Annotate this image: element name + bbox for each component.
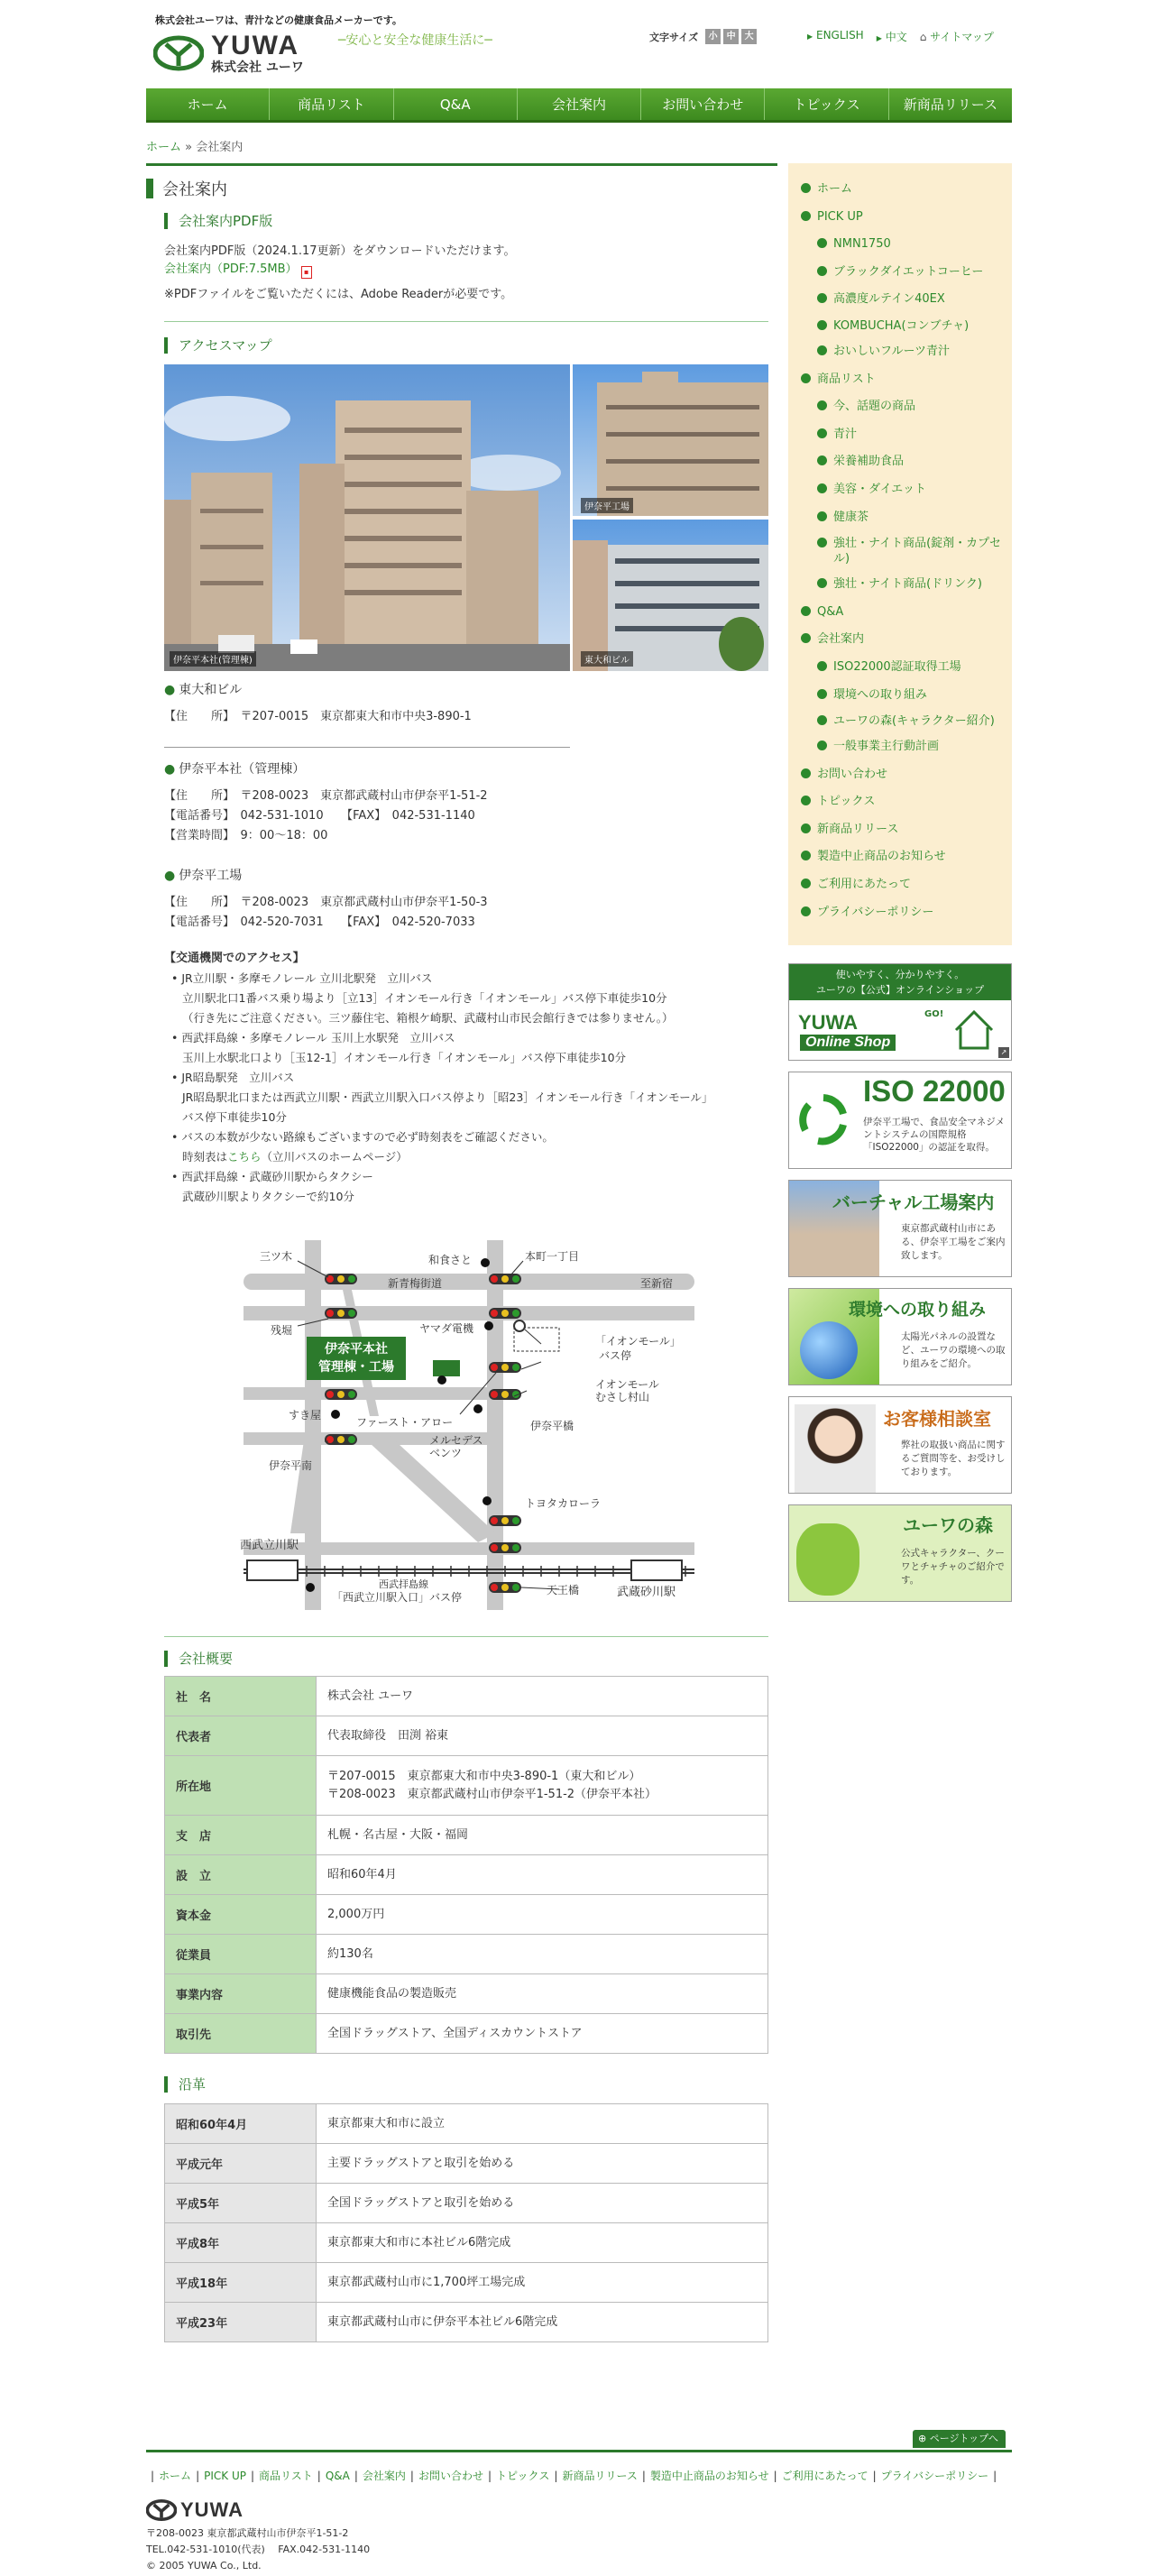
- sidebar-item[interactable]: ISO22000認証取得工場: [801, 654, 1012, 682]
- map-label: 西武拝島線: [379, 1578, 428, 1590]
- font-size-medium-button[interactable]: 中: [723, 29, 739, 44]
- table-row: 代表者 代表取締役 田渕 裕東: [165, 1716, 768, 1756]
- history-section-heading: 沿革: [164, 2076, 206, 2093]
- map-label: 「西武立川駅入口」バス停: [332, 1591, 463, 1604]
- site-address: 【住 所】 〒208-0023 東京都武蔵村山市伊奈平1-50-3: [164, 896, 488, 909]
- footer-separator: |: [250, 2470, 255, 2482]
- pdf-section-heading: 会社案内PDF版: [164, 213, 272, 229]
- sidebar-item[interactable]: 栄養補助食品: [801, 448, 1012, 476]
- support-title: お客様相談室: [883, 1408, 991, 1430]
- footer-link[interactable]: ホーム: [159, 2470, 192, 2482]
- breadcrumb: [146, 137, 243, 154]
- pdf-description: 会社案内PDF版（2024.1.17更新）をダウンロードいただけます。: [164, 244, 516, 258]
- external-link-icon: ↗: [998, 1047, 1009, 1058]
- global-nav: [146, 88, 1012, 123]
- transit-item: • 西武拝島線・多摩モノレール 玉川上水駅発 立川バス: [171, 1031, 455, 1044]
- sidebar-item[interactable]: KOMBUCHA(コンブチャ): [801, 314, 1012, 338]
- footer-separator: |: [487, 2470, 492, 2482]
- footer-address: 〒208-0023 東京都武蔵村山市伊奈平1-51-2: [146, 2527, 349, 2539]
- buildings-illustration: [164, 364, 768, 671]
- sidebar-item[interactable]: トピックス: [801, 788, 1012, 816]
- pdf-icon: ▪: [301, 266, 312, 279]
- table-row: 平成18年 東京都武蔵村山市に1,700坪工場完成: [165, 2263, 768, 2303]
- logo-text-en: YUWA: [211, 31, 299, 60]
- iso22000-banner[interactable]: [788, 1072, 1012, 1169]
- transit-list: [171, 969, 767, 1207]
- table-row: 平成8年 東京都東大和市に本社ビル6階完成: [165, 2223, 768, 2263]
- site-name-higashiyamato: ● 東大和ビル: [164, 680, 242, 698]
- map-label: ヤマダ電機: [419, 1322, 474, 1335]
- map-label: メルセデス ベンツ: [429, 1434, 483, 1459]
- table-row: 支 店 札幌・名古屋・大阪・福岡: [165, 1816, 768, 1855]
- map-label: ファースト・アロー: [356, 1416, 454, 1429]
- map-label: 「イオンモール」: [595, 1335, 681, 1348]
- sidebar-item[interactable]: お問い合わせ: [801, 761, 1012, 789]
- sidebar-item[interactable]: ユーワの森(キャラクター紹介): [801, 709, 1012, 733]
- access-map-drawing: [234, 1236, 703, 1610]
- online-shop-banner[interactable]: 使いやすく、分かりやすく。 ユーワの【公式】オンラインショップ YUWA Online Shop GO! ↗: [788, 963, 1012, 1061]
- shop-go: GO!: [924, 1009, 944, 1019]
- nav-company[interactable]: 会社案内: [518, 88, 641, 120]
- map-label: 伊奈平橋: [530, 1420, 574, 1432]
- transit-detail: 玉川上水駅北口より［玉12-1］イオンモール行き「イオンモール」バス停下車徒歩10分: [182, 1051, 627, 1064]
- footer-separator: |: [354, 2470, 358, 2482]
- map-label: 三ツ木: [260, 1250, 293, 1263]
- site-logo[interactable]: [153, 31, 304, 76]
- breadcrumb-current: 会社案内: [196, 141, 244, 154]
- environment-banner[interactable]: [788, 1288, 1012, 1385]
- sidebar-item[interactable]: 一般事業主行動計画: [801, 733, 1012, 761]
- footer-link[interactable]: 製造中止商品のお知らせ: [649, 2470, 769, 2482]
- transit-detail: バス停下車徒歩10分: [182, 1110, 287, 1124]
- map-label: 至新宿: [640, 1277, 674, 1290]
- timetable-link[interactable]: こちら: [227, 1150, 262, 1164]
- support-text: 弊社の取扱い商品に関するご質問等を、お受けしております。: [901, 1440, 1006, 1477]
- footer-link[interactable]: トピックス: [496, 2470, 550, 2482]
- site-hours: 【営業時間】 9：00～18：00: [164, 829, 328, 842]
- map-label: トヨタカローラ: [525, 1497, 602, 1510]
- sitemap-link[interactable]: ⌂ サイトマップ: [919, 31, 994, 43]
- table-row: 設 立 昭和60年4月: [165, 1855, 768, 1895]
- font-size-label: 文字サイズ: [649, 31, 699, 43]
- company-buildings-photo: [164, 364, 768, 671]
- footer-separator: |: [773, 2470, 777, 2482]
- map-label: 本町一丁目: [525, 1250, 580, 1263]
- footer-link[interactable]: 会社案内: [362, 2470, 406, 2482]
- sidebar-item[interactable]: NMN1750: [801, 231, 1012, 259]
- map-label: 新青梅街道: [388, 1277, 443, 1290]
- font-size-switcher: [649, 29, 757, 44]
- photo-label-higashiyamato: 東大和ビル: [581, 651, 633, 667]
- sidebar-item[interactable]: 美容・ダイエット: [801, 476, 1012, 504]
- footer-separator: |: [409, 2470, 414, 2482]
- footer-separator: |: [554, 2470, 558, 2482]
- map-label: 伊奈平南: [269, 1459, 313, 1472]
- transit-detail: （行き先にご注意ください。三ツ藤住宅、箱根ケ崎駅、武蔵村山市民会館行きでは参りません。）: [182, 1011, 674, 1025]
- breadcrumb-home-link[interactable]: ホーム: [146, 141, 182, 154]
- site-phone: 【電話番号】 042-531-1010 【FAX】 042-531-1140: [164, 809, 475, 823]
- map-label: イオンモール むさし村山: [595, 1378, 659, 1403]
- yuwa-logo-mark-icon: [153, 35, 204, 71]
- transit-detail: 武蔵砂川駅よりタクシーで約10分: [182, 1190, 354, 1203]
- triangle-icon: ▶: [876, 34, 882, 42]
- table-row: 事業内容 健康機能食品の製造販売: [165, 1974, 768, 2014]
- company-overview-table: [164, 1676, 768, 2054]
- footer-link[interactable]: PICK UP: [204, 2470, 246, 2482]
- transit-item: • バスの本数が少ない路線もございますので必ず時刻表をご確認ください。: [171, 1130, 554, 1144]
- footer-link[interactable]: 商品リスト: [259, 2470, 313, 2482]
- footer-separator: |: [196, 2470, 200, 2482]
- sidebar-item[interactable]: 環境への取り組み: [801, 682, 1012, 710]
- shop-sub: Online Shop: [800, 1035, 896, 1051]
- environment-title: 環境への取り組み: [849, 1300, 987, 1320]
- map-label: 和食さと: [428, 1254, 473, 1266]
- photo-label-factory: 伊奈平工場: [581, 498, 633, 513]
- footer-link[interactable]: プライバシーポリシー: [880, 2470, 989, 2482]
- footer-separator: |: [993, 2470, 997, 2482]
- house-icon: [951, 1007, 997, 1053]
- sidebar-item[interactable]: 高濃度ルテイン40EX: [801, 286, 1012, 314]
- map-label: 残堀: [271, 1324, 293, 1337]
- font-size-large-button[interactable]: 大: [741, 29, 757, 44]
- footer-link[interactable]: 新商品リリース: [562, 2470, 638, 2482]
- nav-qa[interactable]: Q&A: [394, 88, 518, 120]
- mascot-icon: [796, 1523, 859, 1596]
- table-row: 昭和60年4月 東京都東大和市に設立: [165, 2104, 768, 2144]
- globe-icon: [800, 1321, 858, 1379]
- table-row: 資本金 2,000万円: [165, 1895, 768, 1935]
- page-top-button[interactable]: ⊕ ページトップへ: [913, 2430, 1006, 2448]
- access-map: [234, 1236, 703, 1610]
- map-label: すき屋: [289, 1409, 322, 1421]
- nav-topics[interactable]: トピックス: [765, 88, 888, 120]
- footer-separator: |: [872, 2470, 877, 2482]
- map-label: バス停: [599, 1349, 632, 1362]
- table-row: 所在地 〒207-0015 東京都東大和市中央3-890-1（東大和ビル） 〒208-0023 東京都武蔵村山市伊奈平1-51-2（伊奈平本社）: [165, 1756, 768, 1816]
- table-row: 取引先 全国ドラッグストア、全国ディスカウントストア: [165, 2014, 768, 2054]
- company-history-table: [164, 2103, 768, 2342]
- divider: [164, 321, 768, 322]
- language-links: [807, 29, 994, 44]
- divider: [164, 1636, 768, 1637]
- table-row: 従業員 約130名: [165, 1935, 768, 1974]
- page-title: 会社案内: [146, 163, 777, 203]
- site-name-inadaira-factory: ● 伊奈平工場: [164, 866, 242, 884]
- nav-home[interactable]: ホーム: [146, 88, 270, 120]
- access-section-heading: アクセスマップ: [164, 337, 272, 354]
- transit-item: • JR昭島駅発 立川バス: [171, 1071, 295, 1084]
- sidebar-item[interactable]: ご利用にあたって: [801, 871, 1012, 899]
- recycle-arrows-icon: [796, 1092, 850, 1146]
- footer-nav: [146, 2468, 1001, 2483]
- sidebar-item[interactable]: 会社案内: [801, 626, 1012, 654]
- sidebar-nav: [788, 163, 1012, 945]
- transit-detail: JR昭島駅北口または西武立川駅・西武立川駅入口バス停より［昭23］イオンモール行き「イオンモール」: [182, 1090, 713, 1104]
- forest-text: 公式キャラクター、クーワとチャチャのご紹介です。: [901, 1548, 1005, 1586]
- sidebar-item[interactable]: 健康茶: [801, 504, 1012, 532]
- transit-item: • 西武拝島線・武蔵砂川駅からタクシー: [171, 1170, 373, 1183]
- map-hq-label: 伊奈平本社 管理棟・工場: [307, 1337, 406, 1380]
- site-tagline: 株式会社ユーワは、青汁などの健康食品メーカーです。: [155, 14, 402, 26]
- nav-new-release[interactable]: 新商品リリース: [903, 97, 997, 113]
- logo-text-jp: 株式会社 ユーワ: [211, 60, 304, 75]
- font-size-small-button[interactable]: 小: [705, 29, 721, 44]
- transit-heading: 【交通機関でのアクセス】: [164, 952, 305, 965]
- footer-separator: |: [151, 2470, 155, 2482]
- iso-title: ISO 22000: [863, 1074, 1006, 1108]
- map-label: 天王橋: [547, 1584, 580, 1596]
- sidebar-item[interactable]: おいしいフルーツ青汁: [801, 338, 1012, 366]
- sidebar-item[interactable]: PICK UP: [801, 204, 1012, 232]
- transit-detail: 立川駅北口1番バス乗り場より［立13］イオンモール行き「イオンモール」バス停下車徒歩10分: [182, 991, 667, 1005]
- factory-text: 東京都武蔵村山市にある、伊奈平工場をご案内致します。: [901, 1223, 1006, 1261]
- site-slogan: ─安心と安全な健康生活に─: [338, 33, 492, 48]
- sidebar-item[interactable]: 新商品リリース: [801, 816, 1012, 844]
- photo-label-hq: 伊奈平本社(管理棟): [170, 651, 256, 667]
- arrow-up-icon: ⊕: [918, 2433, 927, 2444]
- transit-item: • JR立川駅・多摩モノレール 立川北駅発 立川バス: [171, 971, 433, 985]
- footer-separator: |: [317, 2470, 321, 2482]
- table-row: 平成5年 全国ドラッグストアと取引を始める: [165, 2184, 768, 2223]
- forest-title: ユーワの森: [903, 1514, 993, 1536]
- footer-copyright: © 2005 YUWA Co., Ltd.: [146, 2560, 262, 2571]
- environment-text: 太陽光パネルの設置など、ユーワの環境への取り組みをご紹介。: [901, 1331, 1006, 1369]
- sidebar-item[interactable]: 強壮・ナイト商品(錠剤・カプセル): [801, 531, 1012, 571]
- footer-address-block: [146, 2525, 370, 2574]
- footer-logo[interactable]: YUWA: [146, 2498, 244, 2522]
- table-row: 平成元年 主要ドラッグストアと取引を始める: [165, 2144, 768, 2184]
- operator-photo: [795, 1404, 876, 1494]
- breadcrumb-separator: »: [185, 141, 193, 154]
- timetable-line: 時刻表はこちら（立川バスのホームページ）: [182, 1150, 408, 1164]
- yuwa-logo-mark-icon: [146, 2499, 177, 2521]
- site-phone: 【電話番号】 042-520-7031 【FAX】 042-520-7033: [164, 915, 475, 929]
- customer-support-banner[interactable]: [788, 1396, 1012, 1494]
- virtual-factory-banner[interactable]: [788, 1180, 1012, 1277]
- sitemap-icon: ⌂: [919, 31, 927, 43]
- table-row: 社 名 株式会社 ユーワ: [165, 1677, 768, 1716]
- footer-link[interactable]: Q&A: [325, 2470, 350, 2482]
- table-row: 平成23年 東京都武蔵村山市に伊奈平本社ビル6階完成: [165, 2303, 768, 2342]
- footer-separator: |: [641, 2470, 646, 2482]
- map-label: 武蔵砂川駅: [617, 1586, 676, 1599]
- sidebar-item[interactable]: プライバシーポリシー: [801, 899, 1012, 927]
- site-name-inadaira-hq: ● 伊奈平本社（管理棟）: [164, 759, 305, 777]
- sidebar-item[interactable]: 今、話題の商品: [801, 393, 1012, 421]
- iso-text: 伊奈平工場で、食品安全マネジメントシステムの国際規格「ISO22000」の認証を取得。: [863, 1117, 1005, 1153]
- nav-contact[interactable]: お問い合わせ: [641, 88, 765, 120]
- site-address: 【住 所】 〒207-0015 東京都東大和市中央3-890-1: [164, 710, 472, 723]
- sidebar-item[interactable]: 強壮・ナイト商品(ドリンク): [801, 571, 1012, 599]
- chinese-link[interactable]: ▶ 中文: [876, 31, 907, 43]
- pdf-note: ※PDFファイルをご覧いただくには、Adobe Readerが必要です。: [164, 288, 513, 301]
- map-label: 西武立川駅: [240, 1539, 299, 1552]
- factory-title: バーチャル工場案内: [832, 1191, 995, 1213]
- sidebar-item[interactable]: Q&A: [801, 599, 1012, 627]
- triangle-icon: ▶: [807, 32, 813, 41]
- english-link[interactable]: ▶ ENGLISH: [807, 29, 864, 41]
- pdf-download-link[interactable]: 会社案内（PDF:7.5MB） ▪: [164, 260, 312, 280]
- sidebar-item[interactable]: 青汁: [801, 421, 1012, 449]
- main-content: [146, 163, 777, 203]
- sidebar-item[interactable]: ブラックダイエットコーヒー: [801, 259, 1012, 287]
- overview-section-heading: 会社概要: [164, 1651, 233, 1667]
- footer-link[interactable]: ご利用にあたって: [781, 2470, 868, 2482]
- footer-divider: [146, 2450, 1012, 2452]
- sidebar-item[interactable]: ホーム: [801, 176, 1012, 204]
- footer-link[interactable]: お問い合わせ: [418, 2470, 483, 2482]
- shop-logo: YUWA: [798, 1011, 858, 1034]
- yuwa-forest-banner[interactable]: [788, 1504, 1012, 1602]
- sidebar-item[interactable]: 製造中止商品のお知らせ: [801, 843, 1012, 871]
- site-address: 【住 所】 〒208-0023 東京都武蔵村山市伊奈平1-51-2: [164, 789, 488, 803]
- nav-products[interactable]: 商品リスト: [270, 88, 393, 120]
- sidebar-item[interactable]: 商品リスト: [801, 366, 1012, 394]
- footer-phone: TEL.042-531-1010(代表) FAX.042-531-1140: [146, 2544, 371, 2555]
- divider: [164, 747, 570, 748]
